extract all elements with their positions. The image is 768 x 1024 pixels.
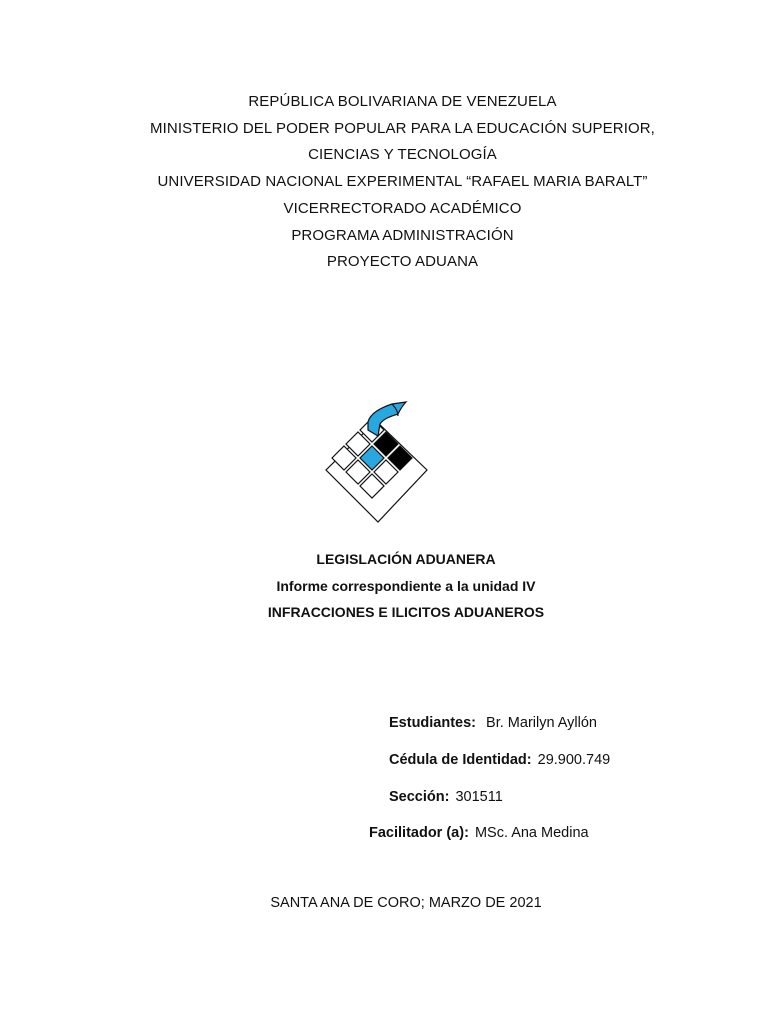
header-vicerrectorado: VICERRECTORADO ACADÉMICO bbox=[283, 199, 522, 217]
header-program: PROGRAMA ADMINISTRACIÓN bbox=[291, 226, 514, 244]
students-label: Estudiantes: bbox=[389, 715, 477, 731]
topic-title: INFRACCIONES E ILICITOS ADUANEROS bbox=[267, 604, 545, 620]
students-row bbox=[389, 713, 597, 733]
report-title bbox=[0, 546, 768, 626]
id-label: Cédula de Identidad: bbox=[389, 752, 532, 768]
institution-header bbox=[0, 89, 768, 276]
report-subtitle: Informe correspondiente a la unidad IV bbox=[276, 577, 536, 594]
students-value: Br. Marilyn Ayllón bbox=[486, 715, 597, 731]
facilitator-label: Facilitador (a): bbox=[369, 825, 469, 841]
section-label: Sección: bbox=[389, 789, 450, 805]
header-country: REPÚBLICA BOLIVARIANA DE VENEZUELA bbox=[248, 93, 557, 110]
facilitator-value: MSc. Ana Medina bbox=[474, 825, 589, 841]
header-ministry: MINISTERIO DEL PODER POPULAR PARA LA EDUCACIÓN SUPERIOR, bbox=[150, 119, 655, 137]
id-row bbox=[389, 750, 610, 770]
header-project: PROYECTO ADUANA bbox=[326, 253, 479, 271]
id-value: 29.900.749 bbox=[537, 752, 611, 768]
header-university: UNIVERSIDAD NACIONAL EXPERIMENTAL “RAFAEL MARIA BARALT” bbox=[157, 173, 648, 191]
place-date: SANTA ANA DE CORO; MARZO DE 2021 bbox=[270, 895, 542, 911]
subject-title: LEGISLACIÓN ADUANERA bbox=[316, 551, 496, 567]
section-value: 301511 bbox=[455, 789, 503, 805]
university-logo-icon bbox=[322, 400, 430, 524]
facilitator-row bbox=[369, 823, 589, 843]
section-row bbox=[389, 787, 503, 807]
header-ministry-cont: CIENCIAS Y TECNOLOGÍA bbox=[308, 146, 497, 164]
